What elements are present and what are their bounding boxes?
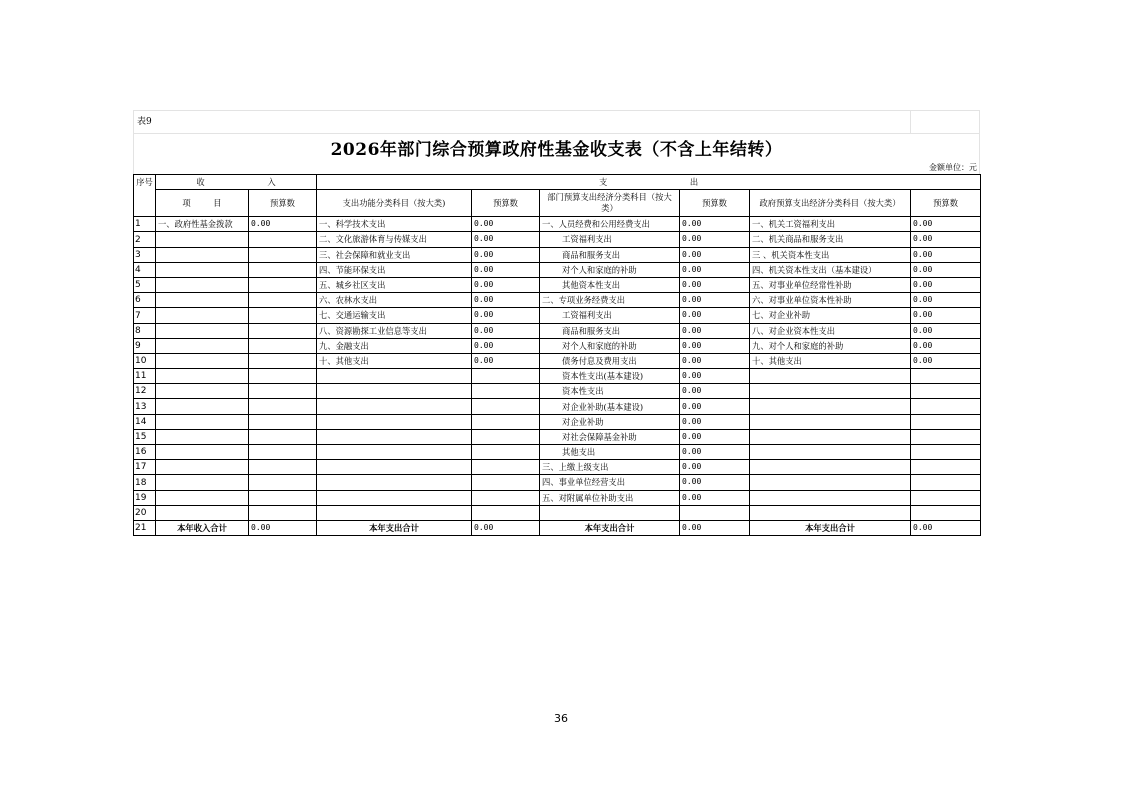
table-row: [134, 384, 981, 399]
func-amount-cell: 0.00: [472, 277, 540, 292]
income-total-label: 本年收入合计: [156, 520, 249, 535]
income-item-cell: [156, 399, 249, 414]
gov-econ-cell: [750, 429, 911, 444]
row-seq: 12: [134, 384, 156, 399]
table-row: [134, 460, 981, 475]
gov-amount-cell: [911, 429, 981, 444]
dept-amount-cell: 0.00: [680, 277, 750, 292]
dept-econ-cell: 债务付息及费用支出: [540, 353, 680, 368]
table-row: [134, 505, 981, 520]
dept-econ-cell: 一、人员经费和公用经费支出: [540, 217, 680, 232]
dept-total-amount: 0.00: [680, 520, 750, 535]
gov-amount-cell: 0.00: [911, 277, 981, 292]
income-item-cell: [156, 369, 249, 384]
income-amount-cell: [249, 429, 317, 444]
gov-amount-cell: [911, 369, 981, 384]
income-budget-header: 预算数: [249, 190, 317, 217]
row-seq: 3: [134, 247, 156, 262]
dept-econ-cell: 对个人和家庭的补助: [540, 338, 680, 353]
func-amount-cell: [472, 414, 540, 429]
income-item-cell: [156, 384, 249, 399]
func-class-cell: [317, 384, 472, 399]
gov-econ-cell: 三 、机关资本性支出: [750, 247, 911, 262]
income-item-cell: 一、政府性基金拨款: [156, 217, 249, 232]
income-item-cell: [156, 338, 249, 353]
dept-amount-cell: 0.00: [680, 414, 750, 429]
gov-econ-cell: [750, 384, 911, 399]
func-class-cell: 五、城乡社区支出: [317, 277, 472, 292]
row-seq: 7: [134, 308, 156, 323]
table-row: [134, 414, 981, 429]
amount-unit: 金额单位：元: [929, 163, 977, 172]
dept-budget-header: 预算数: [680, 190, 750, 217]
gov-econ-cell: 八、对企业资本性支出: [750, 323, 911, 338]
func-amount-cell: [472, 445, 540, 460]
dept-econ-cell: 其他资本性支出: [540, 277, 680, 292]
func-amount-cell: [472, 429, 540, 444]
income-amount-cell: [249, 399, 317, 414]
totals-row: [134, 520, 981, 535]
dept-econ-cell: 资本性支出(基本建设): [540, 369, 680, 384]
table-row: [134, 338, 981, 353]
func-class-cell: [317, 460, 472, 475]
table-row: [134, 293, 981, 308]
gov-amount-cell: 0.00: [911, 217, 981, 232]
func-amount-cell: 0.00: [472, 338, 540, 353]
table-row: [134, 445, 981, 460]
income-amount-cell: [249, 369, 317, 384]
func-class-cell: 八、资源勘探工业信息等支出: [317, 323, 472, 338]
dept-amount-cell: 0.00: [680, 308, 750, 323]
income-amount-cell: [249, 490, 317, 505]
gov-econ-cell: 四、机关资本性支出（基本建设）: [750, 262, 911, 277]
gov-amount-cell: 0.00: [911, 338, 981, 353]
func-class-cell: [317, 490, 472, 505]
gov-amount-cell: [911, 399, 981, 414]
func-amount-cell: 0.00: [472, 323, 540, 338]
gov-budget-header: 预算数: [911, 190, 981, 217]
dept-amount-cell: 0.00: [680, 490, 750, 505]
gov-econ-cell: [750, 414, 911, 429]
income-item-cell: [156, 445, 249, 460]
dept-amount-cell: 0.00: [680, 445, 750, 460]
gov-amount-cell: 0.00: [911, 232, 981, 247]
gov-econ-cell: [750, 460, 911, 475]
gov-total-label: 本年支出合计: [750, 520, 911, 535]
gov-econ-cell: [750, 445, 911, 460]
row-seq: 19: [134, 490, 156, 505]
page-number: 36: [554, 712, 568, 725]
row-seq: 14: [134, 414, 156, 429]
income-item-cell: [156, 490, 249, 505]
row-seq: 11: [134, 369, 156, 384]
gov-econ-cell: [750, 369, 911, 384]
gov-econ-cell: [750, 475, 911, 490]
row-seq: 1: [134, 217, 156, 232]
income-item-cell: [156, 308, 249, 323]
dept-econ-cell: 商品和服务支出: [540, 323, 680, 338]
func-class-header: 支出功能分类科目（按大类): [317, 190, 472, 217]
func-class-cell: [317, 414, 472, 429]
dept-amount-cell: 0.00: [680, 323, 750, 338]
dept-econ-cell: 三、上缴上级支出: [540, 460, 680, 475]
income-amount-cell: [249, 232, 317, 247]
table-number-row: [133, 110, 980, 134]
gov-amount-cell: 0.00: [911, 308, 981, 323]
func-amount-cell: 0.00: [472, 353, 540, 368]
gov-amount-cell: 0.00: [911, 293, 981, 308]
dept-econ-cell: 工资福利支出: [540, 232, 680, 247]
func-class-cell: [317, 399, 472, 414]
income-item-header: 项 目: [156, 190, 249, 217]
func-class-cell: [317, 429, 472, 444]
income-amount-cell: [249, 384, 317, 399]
gov-econ-cell: 九、对个人和家庭的补助: [750, 338, 911, 353]
func-amount-cell: 0.00: [472, 308, 540, 323]
func-amount-cell: 0.00: [472, 247, 540, 262]
dept-econ-header: 部门预算支出经济分类科目（按大类）: [540, 190, 680, 217]
income-item-cell: [156, 505, 249, 520]
func-class-cell: 十、其他支出: [317, 353, 472, 368]
gov-total-amount: 0.00: [911, 520, 981, 535]
row-seq: 8: [134, 323, 156, 338]
dept-amount-cell: 0.00: [680, 247, 750, 262]
gov-amount-cell: 0.00: [911, 262, 981, 277]
gov-amount-cell: [911, 414, 981, 429]
row-seq: 18: [134, 475, 156, 490]
table-body: [134, 217, 981, 521]
func-amount-cell: 0.00: [472, 217, 540, 232]
gov-econ-cell: 十、其他支出: [750, 353, 911, 368]
dept-econ-cell: 对个人和家庭的补助: [540, 262, 680, 277]
income-amount-cell: [249, 308, 317, 323]
table-row: [134, 247, 981, 262]
func-amount-cell: [472, 505, 540, 520]
income-amount-cell: [249, 262, 317, 277]
income-item-cell: [156, 323, 249, 338]
gov-amount-cell: 0.00: [911, 247, 981, 262]
table-row: [134, 308, 981, 323]
table-row: [134, 277, 981, 292]
func-class-cell: [317, 445, 472, 460]
gov-amount-cell: [911, 505, 981, 520]
dept-amount-cell: 0.00: [680, 399, 750, 414]
table-row: [134, 490, 981, 505]
dept-amount-cell: 0.00: [680, 475, 750, 490]
income-header: 收 入: [156, 175, 317, 190]
gov-econ-cell: 七、对企业补助: [750, 308, 911, 323]
func-class-cell: 四、节能环保支出: [317, 262, 472, 277]
dept-amount-cell: 0.00: [680, 429, 750, 444]
row-seq: 15: [134, 429, 156, 444]
income-amount-cell: [249, 338, 317, 353]
func-class-cell: 二、文化旅游体育与传媒支出: [317, 232, 472, 247]
gov-econ-cell: 五、对事业单位经常性补助: [750, 277, 911, 292]
dept-amount-cell: 0.00: [680, 293, 750, 308]
dept-total-label: 本年支出合计: [540, 520, 680, 535]
table-row: [134, 399, 981, 414]
income-amount-cell: [249, 247, 317, 262]
unit-row: [133, 161, 980, 174]
func-amount-cell: [472, 384, 540, 399]
gov-amount-cell: [911, 490, 981, 505]
gov-econ-cell: 一、机关工资福利支出: [750, 217, 911, 232]
income-item-cell: [156, 353, 249, 368]
dept-amount-cell: 0.00: [680, 262, 750, 277]
dept-econ-cell: 二、专项业务经费支出: [540, 293, 680, 308]
income-item-cell: [156, 414, 249, 429]
func-amount-cell: 0.00: [472, 262, 540, 277]
budget-table: [133, 174, 981, 536]
income-item-cell: [156, 293, 249, 308]
income-amount-cell: [249, 460, 317, 475]
income-item-cell: [156, 429, 249, 444]
dept-econ-cell: 五、对附属单位补助支出: [540, 490, 680, 505]
dept-econ-cell: 商品和服务支出: [540, 247, 680, 262]
table-row: [134, 429, 981, 444]
dept-amount-cell: 0.00: [680, 338, 750, 353]
table-row: [134, 232, 981, 247]
dept-amount-cell: [680, 505, 750, 520]
row-seq: 20: [134, 505, 156, 520]
gov-econ-cell: [750, 399, 911, 414]
table-row: [134, 353, 981, 368]
dept-amount-cell: 0.00: [680, 217, 750, 232]
seq-header: 序号: [134, 175, 156, 217]
gov-amount-cell: [911, 475, 981, 490]
income-item-cell: [156, 475, 249, 490]
income-amount-cell: [249, 353, 317, 368]
income-amount-cell: [249, 445, 317, 460]
gov-econ-cell: 二、机关商品和服务支出: [750, 232, 911, 247]
row-seq: 5: [134, 277, 156, 292]
row-seq: 16: [134, 445, 156, 460]
income-item-cell: [156, 460, 249, 475]
row-seq: 4: [134, 262, 156, 277]
income-item-cell: [156, 247, 249, 262]
func-amount-cell: [472, 399, 540, 414]
dept-econ-cell: 其他支出: [540, 445, 680, 460]
table-number-spacer: [911, 111, 980, 133]
gov-amount-cell: 0.00: [911, 353, 981, 368]
func-class-cell: [317, 369, 472, 384]
func-amount-cell: 0.00: [472, 232, 540, 247]
table-row: [134, 217, 981, 232]
income-item-cell: [156, 262, 249, 277]
budget-sheet: [133, 110, 980, 536]
dept-amount-cell: 0.00: [680, 369, 750, 384]
func-amount-cell: [472, 490, 540, 505]
func-amount-cell: [472, 475, 540, 490]
income-amount-cell: [249, 505, 317, 520]
totals-seq: 21: [134, 520, 156, 535]
gov-amount-cell: 0.00: [911, 323, 981, 338]
func-class-cell: [317, 505, 472, 520]
func-class-cell: 一、科学技术支出: [317, 217, 472, 232]
table-row: [134, 323, 981, 338]
dept-econ-cell: 四、事业单位经营支出: [540, 475, 680, 490]
expense-header: 支 出: [317, 175, 981, 190]
income-amount-cell: [249, 323, 317, 338]
page-title: 2026年部门综合预算政府性基金收支表（不含上年结转）: [330, 140, 783, 160]
row-seq: 9: [134, 338, 156, 353]
func-amount-cell: [472, 369, 540, 384]
func-class-cell: 七、交通运输支出: [317, 308, 472, 323]
func-total-label: 本年支出合计: [317, 520, 472, 535]
dept-econ-cell: 对社会保障基金补助: [540, 429, 680, 444]
gov-econ-cell: [750, 490, 911, 505]
income-item-cell: [156, 277, 249, 292]
dept-amount-cell: 0.00: [680, 460, 750, 475]
dept-econ-cell: [540, 505, 680, 520]
table-row: [134, 475, 981, 490]
dept-amount-cell: 0.00: [680, 384, 750, 399]
header-row-1: [134, 175, 981, 190]
gov-amount-cell: [911, 460, 981, 475]
gov-econ-header: 政府预算支出经济分类科目（按大类）: [750, 190, 911, 217]
dept-econ-cell: 资本性支出: [540, 384, 680, 399]
func-total-amount: 0.00: [472, 520, 540, 535]
income-total-amount: 0.00: [249, 520, 317, 535]
table-row: [134, 262, 981, 277]
gov-amount-cell: [911, 384, 981, 399]
income-amount-cell: [249, 414, 317, 429]
table-row: [134, 369, 981, 384]
gov-amount-cell: [911, 445, 981, 460]
dept-amount-cell: 0.00: [680, 232, 750, 247]
row-seq: 17: [134, 460, 156, 475]
func-class-cell: 六、农林水支出: [317, 293, 472, 308]
func-class-cell: 九、金融支出: [317, 338, 472, 353]
func-amount-cell: 0.00: [472, 293, 540, 308]
func-budget-header: 预算数: [472, 190, 540, 217]
income-amount-cell: 0.00: [249, 217, 317, 232]
row-seq: 6: [134, 293, 156, 308]
income-amount-cell: [249, 293, 317, 308]
row-seq: 2: [134, 232, 156, 247]
gov-econ-cell: 六、对事业单位资本性补助: [750, 293, 911, 308]
func-class-cell: 三、社会保障和就业支出: [317, 247, 472, 262]
income-amount-cell: [249, 475, 317, 490]
dept-econ-cell: 工资福利支出: [540, 308, 680, 323]
func-class-cell: [317, 475, 472, 490]
header-row-2: [134, 190, 981, 217]
dept-amount-cell: 0.00: [680, 353, 750, 368]
row-seq: 10: [134, 353, 156, 368]
dept-econ-cell: 对企业补助(基本建设): [540, 399, 680, 414]
dept-econ-cell: 对企业补助: [540, 414, 680, 429]
title-row: [133, 134, 980, 161]
income-item-cell: [156, 232, 249, 247]
income-amount-cell: [249, 277, 317, 292]
table-number: 表9: [133, 111, 911, 133]
row-seq: 13: [134, 399, 156, 414]
gov-econ-cell: [750, 505, 911, 520]
func-amount-cell: [472, 460, 540, 475]
